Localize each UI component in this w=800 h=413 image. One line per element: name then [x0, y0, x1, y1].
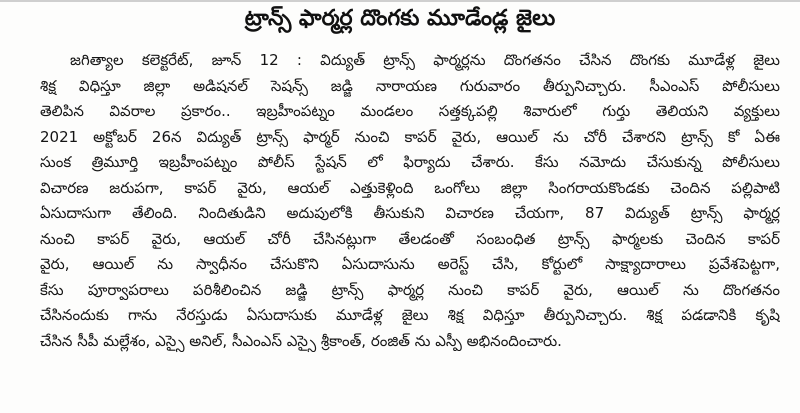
article-line: వైరు, ఆయిల్ ను స్వాధీనం చేసుకొని ఏసుదాసును అరెస్ట్ చేసి, కోర్టులో సాక్ష్యాదారాలు ప్రవేశపెట్టగా,: [40, 255, 780, 273]
headline: ట్రాన్స్ ఫార్మర్ల దొంగకు మూడేండ్ల జైలు: [244, 6, 556, 31]
article-line: చేసినందుకు గాను నేరస్తుడు ఏసుదాసుకు మూడేళ్ల జైలు శిక్ష విధిస్తూ తీర్పునిచ్చారు. శిక్ష పడడానికి కృషి: [40, 306, 780, 324]
top-divider: [0, 0, 800, 2]
article-line: ఏసుదాసుగా తేలింది. నిందితుడిని అదుపులోకి తీసుకుని విచారణ చేయగా, 87 విద్యుత్ ట్రాన్స్ ఫార్మర్ల: [40, 204, 780, 222]
article-line: చేసిన సీపీ మల్లేశం, ఎస్సై అనిల్, సీఎంఎస్ ఎస్సై శ్రీకాంత్, రంజిత్ ను ఎస్పీ అభినందించారు.: [40, 331, 562, 350]
article-line: సుంక త్రిమూర్తి ఇబ్రహీంపట్నం పోలీస్ స్టేషన్ లో ఫిర్యాదు చేశారు. కేసు నమోదు చేసుకున్న పోలీసులు: [40, 153, 780, 171]
article-line: జగిత్యాల కలెక్టరేట్, జూన్ 12 : విద్యుత్ ట్రాన్స్ ఫార్మర్లను దొంగతనం చేసిన దొంగకు మూడేళ్ల జైలు: [70, 51, 780, 69]
article-body: [40, 48, 780, 354]
article-line: విచారణ జరుపగా, కాపర్ వైరు, ఆయల్ ఎత్తుకెళ్లింది ఒంగోలు జిల్లా సింగరాయకొండకు చెందిన పల్లిపాటి: [40, 178, 780, 197]
article-line: కేసు పూర్వాపరాలు పరిశీలించిన జడ్జి ట్రాన్స్ ఫార్మర్ల నుంచి కాపర్ వైరు, ఆయిల్ ను దొంగతనం: [40, 280, 780, 299]
article-line: తెలిపిన వివరాల ప్రకారం.. ఇబ్రహీంపట్నం మండలం సత్తక్కపల్లి శివారులో గుర్తు తెలియని వ్యక్తులు: [40, 102, 780, 120]
article-line: నుంచి కాపర్ వైరు, ఆయల్ చోరీ చేసినట్లుగా తేలడంతో సంబంధిత ట్రాన్స్ ఫార్మలకు చెందిన కాపర్: [40, 229, 780, 248]
article-line: శిక్ష విధిస్తూ జిల్లా అడిషనల్ సెషన్స్ జడ్జి నారాయణ గురువారం తీర్పునిచ్చారు. సీఎంఎస్ పోలీసులు: [40, 76, 780, 95]
article-line: 2021 అక్టోబర్ 26న విద్యుత్ ట్రాన్స్ ఫార్మర్ నుంచి కాపర్ వైరు, ఆయిల్ ను చోరీ చేశారని ట్రాన్స్ కో ఏఈ: [40, 127, 780, 146]
